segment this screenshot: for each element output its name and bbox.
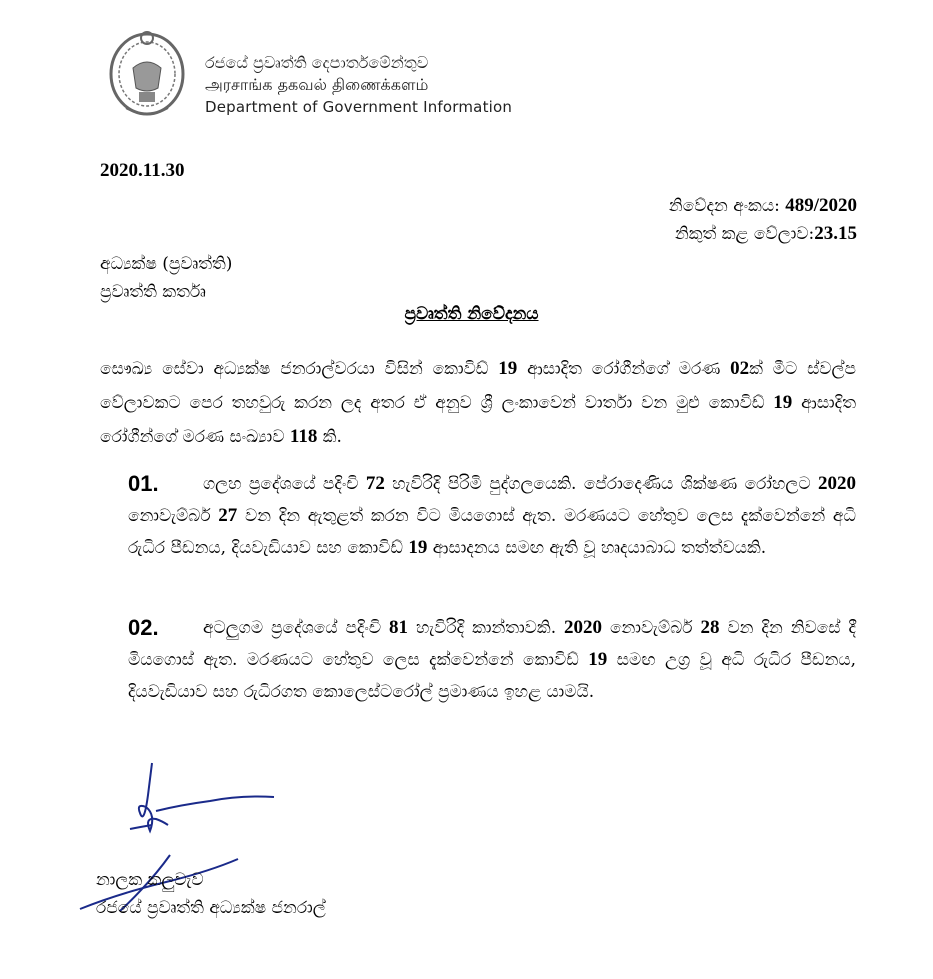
item-text xyxy=(128,468,856,564)
department-name-sinhala: රජයේ ප්‍රවෘත්ති දෙපාර්තමේන්තුව xyxy=(205,53,429,72)
intro-number: 02 xyxy=(730,358,750,379)
document-title: ප්‍රවෘත්ති නිවේදනය xyxy=(404,304,539,324)
release-date: 2020.11.30 xyxy=(100,160,185,181)
addressee-1: අධ්‍යක්ෂ (ප්‍රවෘත්ති) xyxy=(100,254,233,274)
item-text-part: සමඟ උග්‍ර වූ අධි රුධිර පීඩනය, දියවැඩියාව සහ රුධිරගත කොලෙස්ටරෝල් ප්‍රමාණය ඉහළ යාමයි. xyxy=(128,650,856,702)
item-value: 27 xyxy=(218,505,238,526)
intro-number: 19 xyxy=(498,358,518,379)
list-item xyxy=(128,468,856,564)
intro-text: ක් මීට ස්වල්ප වේලාවකට පෙර තහවුරු කරන ලද අතර ඒ අනුව ශ්‍රී ලංකාවෙන් වාර්තා වන මුළු කොවිඩ් xyxy=(100,359,857,413)
item-number: 02. xyxy=(128,615,159,640)
sri-lanka-emblem-icon xyxy=(106,28,188,120)
item-text-part: වන දින ඇතුළත් කරන විට මියගොස් ඇත. මරණයට හේතුව ලෙස දැක්වෙන්නේ අධි රුධිර පීඩනය, දියවැඩියාව සහ කොවිඩ් xyxy=(128,506,856,558)
signatory-name: නාලක කලුවැව xyxy=(96,870,204,890)
item-text-part: වන දින නිවසේ දී මියගොස් ඇත. මරණයට හේතුව ලෙස දැක්වෙන්නේ කොවිඩ් xyxy=(128,618,857,670)
intro-text: ආසාදිත රෝගීන්ගේ මරණ සංඛ්‍යාව xyxy=(100,393,857,447)
item-value: 81 xyxy=(389,617,409,638)
release-time-line xyxy=(669,220,857,248)
release-number-line xyxy=(669,192,857,220)
department-name-english: Department of Government Information xyxy=(205,98,513,116)
intro-number: 118 xyxy=(289,426,318,447)
addressee-2: ප්‍රවෘත්ති කර්තෘ xyxy=(100,282,206,302)
item-value: 72 xyxy=(365,473,385,494)
intro-text: සෞඛ්‍ය සේවා අධ්‍යක්ෂ ජනරාල්වරයා විසින් කොවිඩ් xyxy=(100,359,499,379)
item-text-part: අටලුගම ප්‍රදේශයේ පදිංචි xyxy=(203,618,390,638)
item-text-part: නොවැම්බර් xyxy=(602,618,701,638)
item-text xyxy=(128,612,856,708)
release-time: 23.15 xyxy=(814,223,857,244)
intro-text: කි. xyxy=(317,427,342,447)
item-text-part: නොවැම්බර් xyxy=(128,506,219,526)
intro-paragraph xyxy=(100,352,856,454)
item-number: 01. xyxy=(128,471,159,496)
item-value: 19 xyxy=(588,649,608,670)
item-text-part: ගලහ ප්‍රදේශයේ පදිංචි xyxy=(203,474,366,494)
item-value: 2020 xyxy=(818,473,856,494)
signatory-block xyxy=(96,866,326,922)
addressees xyxy=(100,250,232,306)
release-time-label: නිකුත් කළ වේලාව: xyxy=(674,224,815,244)
signatory-designation: රජයේ ප්‍රවෘත්ති අධ්‍යක්ෂ ජනරාල් xyxy=(96,898,326,918)
list-item xyxy=(128,612,856,708)
release-number-label: නිවේදන අංකය: xyxy=(668,196,780,216)
department-name-block xyxy=(205,52,512,118)
intro-number: 19 xyxy=(773,392,793,413)
release-reference xyxy=(669,192,857,248)
item-text-part: හැවිරිදි පිරිමි පුද්ගලයෙකි. පේරාදෙණිය ශික්ෂණ රෝහලට xyxy=(384,474,818,494)
item-value: 2020 xyxy=(564,617,603,638)
item-text-part: ආසාදනය සමඟ ඇති වූ හෘදයාබාධ තත්ත්වයකි. xyxy=(427,538,767,558)
department-name-tamil: அரசாங்க தகவல் திணைக்களம் xyxy=(205,75,429,94)
item-text-part: හැවිරිදි කාන්තාවකි. xyxy=(408,618,565,638)
item-value: 19 xyxy=(408,537,428,558)
intro-text: ආසාදිත රෝගීන්ගේ මරණ xyxy=(517,359,731,379)
release-number: 489/2020 xyxy=(785,195,857,216)
item-value: 28 xyxy=(700,617,720,638)
